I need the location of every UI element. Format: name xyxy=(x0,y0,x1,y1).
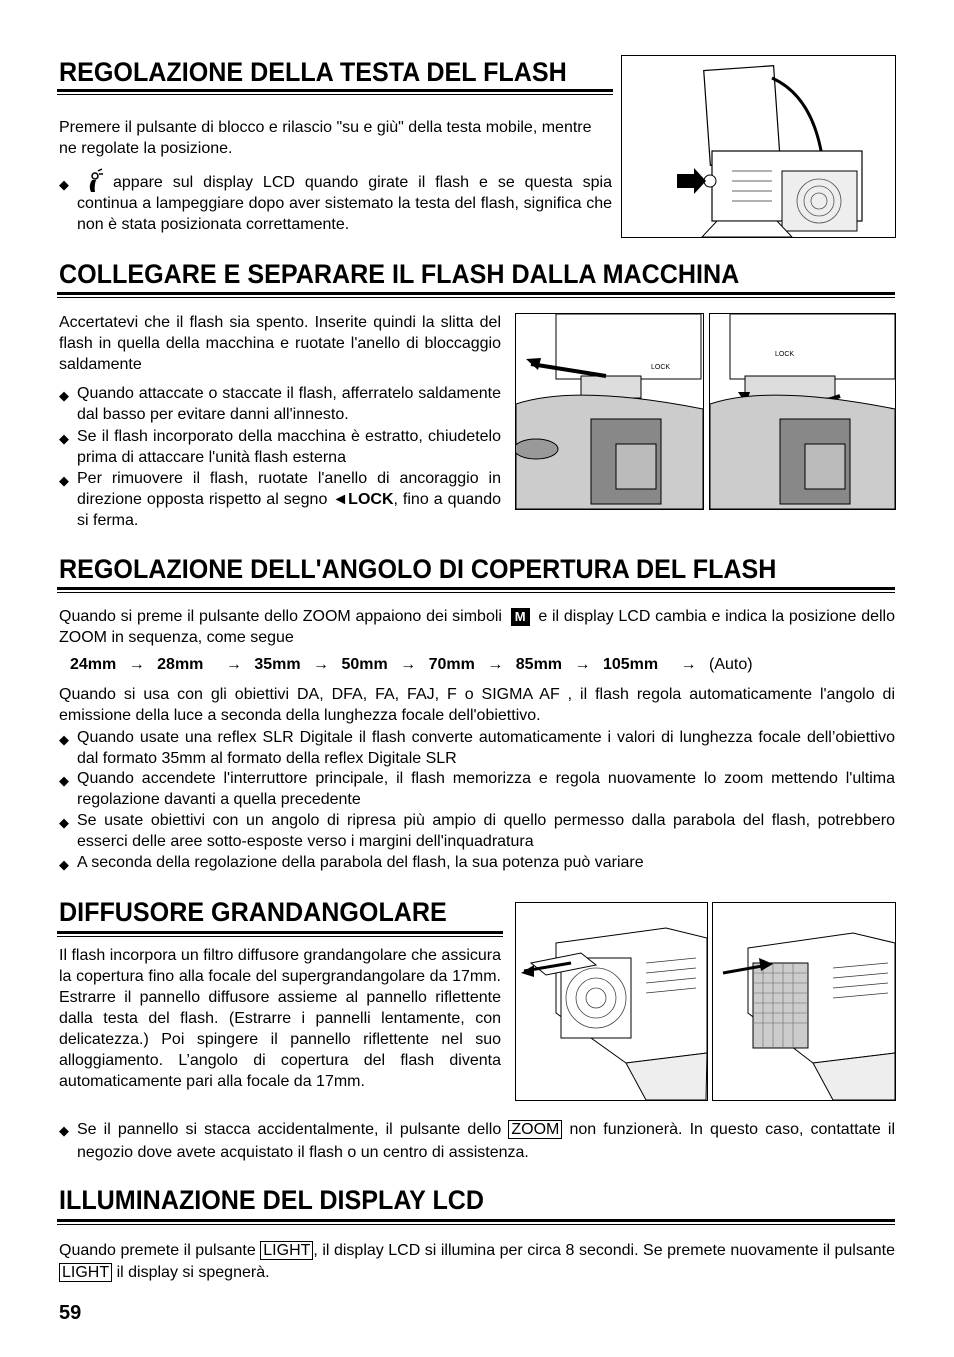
title-rule xyxy=(57,89,613,95)
bullet-diamond: ◆ xyxy=(59,732,69,747)
zoom-auto: (Auto) xyxy=(709,656,753,673)
zoom-step: 70mm xyxy=(428,656,475,673)
attach-paragraph: Accertatevi che il flash sia spento. Inserite quindi la slitta del flash in quella della macchina e ruotate l'anello di bloccaggio saldamente xyxy=(59,314,501,373)
section-title-diffuser: DIFFUSORE GRANDANGOLARE xyxy=(59,897,447,927)
bullet-diamond: ◆ xyxy=(59,388,69,403)
section-title-flash-head: REGOLAZIONE DELLA TESTA DEL FLASH xyxy=(59,57,567,87)
lcd-pre: Quando premete il pulsante xyxy=(59,1242,256,1259)
zoom-bullet-3 xyxy=(59,810,895,852)
arrow-icon: → xyxy=(128,656,145,673)
arrow-icon: → xyxy=(225,656,242,673)
attach-bullet-1 xyxy=(59,383,501,425)
light-button-label: LIGHT xyxy=(260,1241,313,1260)
section-title-lcd-light: ILLUMINAZIONE DEL DISPLAY LCD xyxy=(59,1185,485,1215)
zoom-sequence xyxy=(70,654,753,675)
flash-head-illustration xyxy=(621,55,896,238)
attach-bullet-3 xyxy=(59,468,501,531)
diffuser-illustration-right xyxy=(712,902,896,1101)
zoom-paragraph-1 xyxy=(59,606,895,648)
title-rule xyxy=(57,931,503,937)
zoom-button-label: ZOOM xyxy=(508,1120,562,1139)
bullet-diamond: ◆ xyxy=(59,473,69,488)
bullet-diamond: ◆ xyxy=(59,773,69,788)
section-title-attach: COLLEGARE E SEPARARE IL FLASH DALLA MACCHINA xyxy=(59,259,740,289)
lcd-mid: , il display LCD si illumina per circa 8 secondi. Se premete nuovamente il pulsante xyxy=(313,1242,895,1259)
arrow-icon: → xyxy=(313,656,330,673)
attach-illustration-left xyxy=(515,313,704,510)
bullet-diamond: ◆ xyxy=(59,177,69,192)
arrow-icon: → xyxy=(574,656,591,673)
title-rule xyxy=(57,292,895,298)
bullet-diamond: ◆ xyxy=(59,431,69,446)
zoom-paragraph-2: Quando si usa con gli obiettivi DA, DFA, FA, FAJ, F o SIGMA AF , il flash regola automaticamente l'angolo di emissione della luce a seconda della lunghezza focale dell'obiettivo. xyxy=(59,686,895,724)
zoom-step: 50mm xyxy=(341,656,388,673)
zoom-para1-post: e il display LCD cambia e indica la posizione dello ZOOM in sequenza, come segue xyxy=(59,608,896,646)
section-title-zoom-angle: REGOLAZIONE DELL'ANGOLO DI COPERTURA DEL FLASH xyxy=(59,554,777,584)
zoom-bullet-3-text: Se usate obiettivi con un angolo di ripresa più ampio di quello permesso dalla parabola del flash, potrebbero esserci delle aree sotto-esposte verso i margini dell'inquadratura xyxy=(77,812,895,850)
bullet-diamond: ◆ xyxy=(59,857,69,872)
flash-head-paragraph: Premere il pulsante di blocco e rilascio "su e giù" della testa mobile, mentre ne regolate la posizione. xyxy=(59,119,592,157)
attach-bullet-1-text: Quando attaccate o staccate il flash, afferratelo saldamente dal basso per evitare danni all'innesto. xyxy=(77,385,501,423)
zoom-step: 85mm xyxy=(515,656,563,673)
lcd-light-paragraph xyxy=(59,1240,895,1284)
attach-bullet-3-pre: Per rimuovere il flash, ruotate l'anello di ancoraggio in direzione opposta rispetto al segno xyxy=(77,470,501,508)
attach-illustration-right xyxy=(709,313,896,510)
zoom-bullet-2 xyxy=(59,768,895,810)
diffuser-illustration-left xyxy=(515,902,708,1101)
lock-mark: ◄LOCK xyxy=(332,491,394,508)
zoom-bullet-4-text: A seconda della regolazione della parabola del flash, la sua potenza può variare xyxy=(77,854,644,871)
bullet-diamond: ◆ xyxy=(59,815,69,830)
lcd-post: il display si spegnerà. xyxy=(116,1264,270,1281)
title-rule xyxy=(57,1219,895,1225)
zoom-step: 28mm xyxy=(157,656,204,673)
attach-bullet-2 xyxy=(59,426,501,468)
zoom-step: 24mm xyxy=(70,656,117,673)
lock-label: LOCK xyxy=(651,364,671,371)
arrow-icon: → xyxy=(487,656,504,673)
zoom-step: 35mm xyxy=(254,656,301,673)
title-rule xyxy=(57,587,895,593)
arrow-icon: → xyxy=(400,656,417,673)
flash-warning-icon xyxy=(85,168,105,194)
bullet-diamond: ◆ xyxy=(59,1123,69,1138)
flash-head-bullet-text: appare sul display LCD quando girate il flash e se questa spia continua a lampeggiare dopo aver sistemato la testa del flash, significa che non è stata posizionata correttamente. xyxy=(77,174,612,233)
zoom-para1-pre: Quando si preme il pulsante dello ZOOM appaiono dei simboli xyxy=(59,608,502,625)
zoom-bullet-1 xyxy=(59,727,895,769)
zoom-bullet-1-text: Quando usate una reflex SLR Digitale il flash converte automaticamente i valori di lunghezza focale dell’obiettivo dal formato 35mm al formato della reflex Digitale SLR xyxy=(77,729,895,767)
diffuser-bullet xyxy=(59,1118,895,1164)
light-button-label: LIGHT xyxy=(59,1263,112,1282)
zoom-bullet-2-text: Quando accendete l'interruttore principale, il flash memorizza e regola nuovamente lo zoom mettendo l'ultima regolazione davanti a quella precedente xyxy=(77,770,895,808)
m-symbol: M xyxy=(511,608,530,626)
attach-bullet-2-text: Se il flash incorporato della macchina è estratto, chiudetelo prima di attaccare l'unità flash esterna xyxy=(77,428,501,466)
lock-label: LOCK xyxy=(775,351,795,358)
diffuser-paragraph: Il flash incorpora un filtro diffusore grandangolare che assicura la copertura fino alla focale del supergrandangolare da 17mm. Estrarre il pannello diffusore assieme al pannello riflettente dalla testa del flash. (Estrarre i pannelli lentamente, con delicatezza.) Poi spingere il pannello riflettente nel suo alloggiamento. L’angolo di copertura del flash diventa automaticamente pari alla focale da 17mm. xyxy=(59,947,501,1090)
zoom-step: 105mm xyxy=(602,656,659,673)
page-number: 59 xyxy=(59,1302,82,1324)
attach-bullet-3-post: , fino a quando si ferma. xyxy=(77,491,501,529)
arrow-icon: → xyxy=(680,656,697,673)
flash-head-bullet xyxy=(59,172,612,235)
diffuser-bullet-pre: Se il pannello si stacca accidentalmente, il pulsante dello xyxy=(77,1121,502,1138)
zoom-bullet-4 xyxy=(59,852,895,873)
diffuser-bullet-post: non funzionerà. In questo caso, contattate il negozio dove avete acquistato il flash o un centro di assistenza. xyxy=(77,1121,896,1161)
